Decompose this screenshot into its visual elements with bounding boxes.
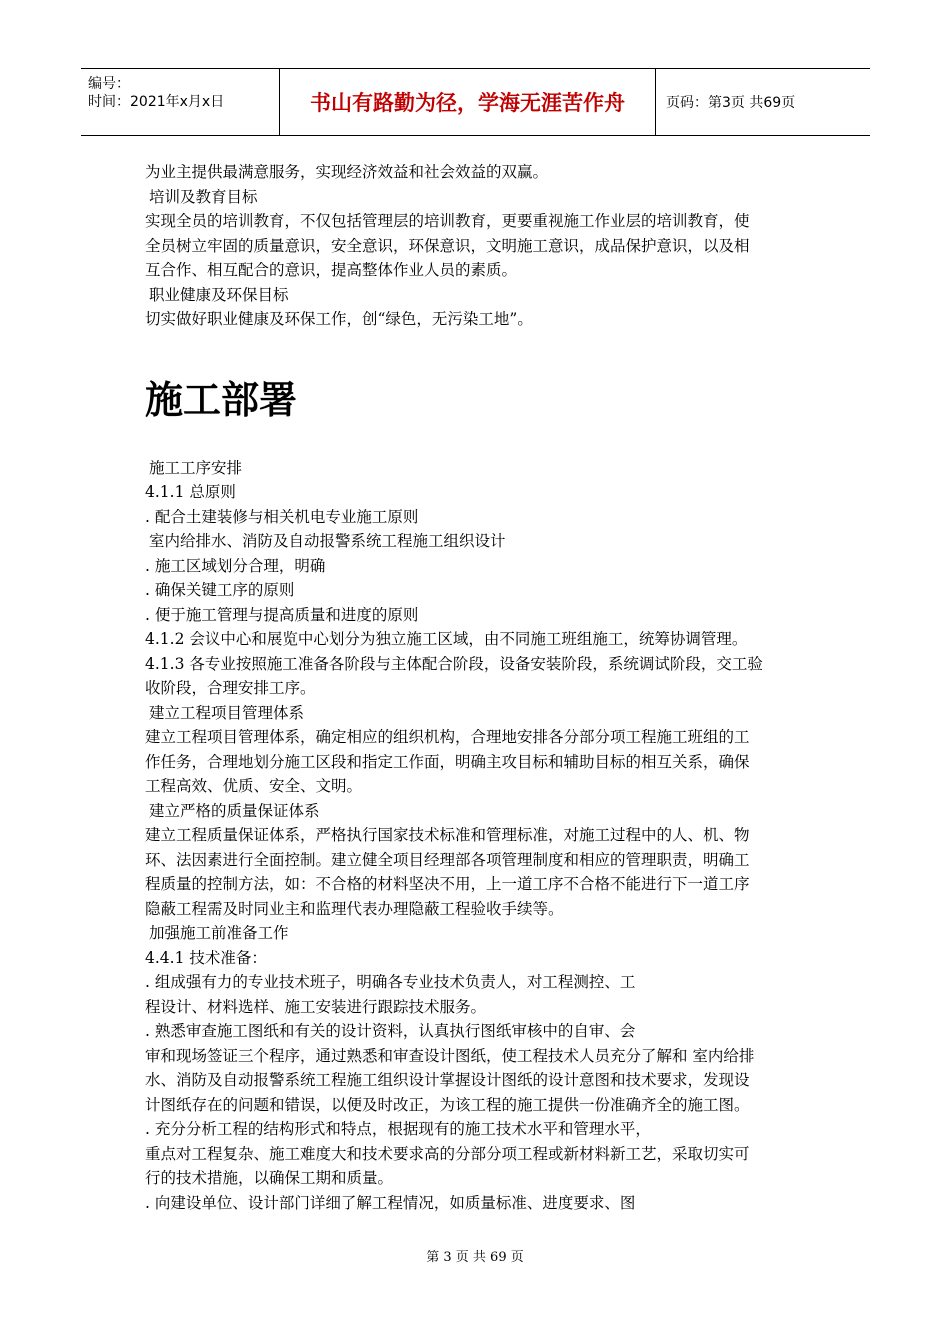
text-line: 作任务，合理地划分施工区段和指定工作面，明确主攻目标和辅助目标的相互关系，确保: [145, 752, 750, 771]
text-line: 环、法因素进行全面控制。建立健全项目经理部各项管理制度和相应的管理职责，明确工: [145, 850, 750, 869]
text-line: . 向建设单位、设计部门详细了解工程情况，如质量标准、进度要求、图: [145, 1193, 636, 1212]
document-number-label: 编号：: [88, 76, 130, 92]
text-line: 4.4.1 技术准备：: [145, 948, 267, 967]
text-line: 审和现场签证三个程序，通过熟悉和审查设计图纸，使工程技术人员充分了解和 室内给排: [145, 1046, 755, 1065]
text-line: 建立工程项目管理体系: [149, 703, 305, 722]
text-line: 4.1.2 会议中心和展览中心划分为独立施工区域，由不同施工班组施工，统筹协调管理。: [145, 630, 748, 648]
text-line: 工程高效、优质、安全、文明。: [145, 777, 363, 795]
text-line: 4.1.3 各专业按照施工准备各阶段与主体配合阶段，设备安装阶段，系统调试阶段，交工验: [145, 654, 763, 673]
header-motto: 书山有路勤为径，学海无涯苦作舟: [280, 69, 656, 135]
text-line: 计图纸存在的问题和错误，以便及时改正，为该工程的施工提供一份准确齐全的施工图。: [145, 1095, 750, 1114]
text-line: . 确保关键工序的原则: [145, 581, 295, 599]
document-body: [145, 160, 810, 1215]
header-page-info: 页码：第3页 共69页: [666, 95, 796, 111]
section-title: 施工部署: [145, 377, 298, 422]
text-line: . 配合土建装修与相关机电专业施工原则: [145, 507, 419, 526]
text-line: 为业主提供最满意服务，实现经济效益和社会效益的双赢。: [145, 163, 549, 181]
text-line: 互合作、相互配合的意识，提高整体作业人员的素质。: [145, 261, 518, 279]
text-line: 行的技术措施，以确保工期和质量。: [145, 1169, 394, 1187]
text-line: . 便于施工管理与提高质量和进度的原则: [145, 605, 419, 624]
text-line: 程质量的控制方法，如：不合格的材料坚决不用，上一道工序不合格不能进行下一道工序: [145, 875, 750, 893]
page-header: [81, 68, 870, 136]
text-line: . 熟悉审查施工图纸和有关的设计资料，认真执行图纸审核中的自审、会: [145, 1022, 636, 1040]
text-line: 建立工程项目管理体系，确定相应的组织机构，合理地安排各分部分项工程施工班组的工: [145, 728, 750, 746]
text-line: . 充分分析工程的结构形式和特点，根据现有的施工技术水平和管理水平，: [145, 1120, 651, 1138]
text-line: 职业健康及环保目标: [149, 285, 289, 304]
text-line: 培训及教育目标: [149, 187, 258, 206]
text-line: 切实做好职业健康及环保工作，创“绿色，无污染工地”。: [145, 310, 533, 328]
text-line: 收阶段，合理安排工序。: [145, 679, 316, 697]
intro-paragraphs: [145, 160, 810, 332]
text-line: 4.1.1 总原则: [145, 483, 236, 501]
text-line: 加强施工前准备工作: [149, 924, 289, 942]
text-line: 程设计、材料选样、施工安装进行跟踪技术服务。: [145, 997, 487, 1016]
text-line: . 组成强有力的专业技术班子，明确各专业技术负责人，对工程测控、工: [145, 973, 636, 991]
text-line: . 施工区域划分合理，明确: [145, 556, 326, 575]
text-line: 全员树立牢固的质量意识，安全意识，环保意识，文明施工意识，成品保护意识，以及相: [145, 236, 750, 255]
text-line: 重点对工程复杂、施工难度大和技术要求高的分部分项工程或新材料新工艺，采取切实可: [145, 1144, 750, 1163]
text-line: 建立工程质量保证体系，严格执行国家技术标准和管理标准，对施工过程中的人、机、物: [145, 826, 750, 844]
text-line: 实现全员的培训教育，不仅包括管理层的培训教育，更要重视施工作业层的培训教育，使: [145, 212, 750, 230]
text-line: 室内给排水、消防及自动报警系统工程施工组织设计: [149, 532, 506, 550]
page-footer: 第 3 页 共 69 页: [426, 1250, 524, 1265]
header-left-cell: [81, 69, 280, 135]
section-paragraphs: [145, 456, 810, 1216]
text-line: 隐蔽工程需及时同业主和监理代表办理隐蔽工程验收手续等。: [145, 899, 564, 918]
text-line: 水、消防及自动报警系统工程施工组织设计掌握设计图纸的设计意图和技术要求，发现设: [145, 1071, 750, 1089]
document-time-label: 时间：2021年x月x日: [88, 94, 225, 110]
text-line: 施工工序安排: [149, 458, 243, 477]
text-line: 建立严格的质量保证体系: [149, 801, 320, 820]
